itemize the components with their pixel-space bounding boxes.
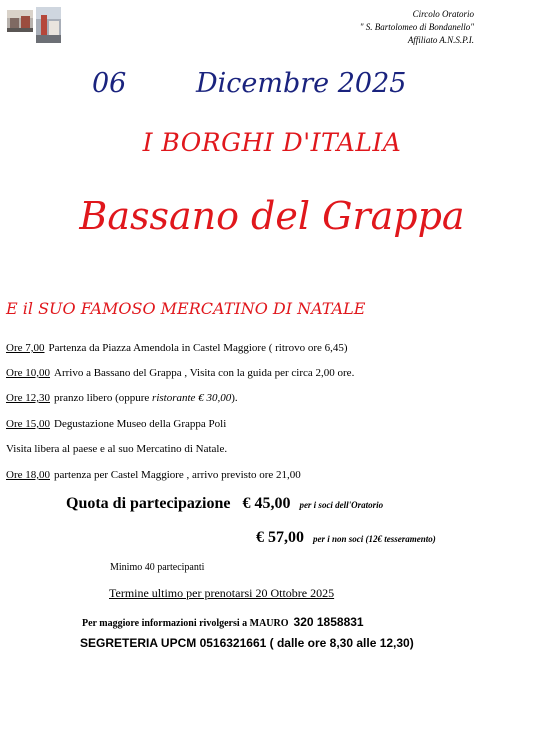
price-nonmembers <box>256 529 436 547</box>
program-text: Visita libera al paese e al suo Mercatino di Natale. <box>6 443 228 455</box>
quota-label: Quota di partecipazione <box>66 495 231 512</box>
org-name: Circolo Oratorio <box>412 9 474 19</box>
program-item <box>6 342 348 354</box>
program-time: Ore 12,30 <box>6 392 50 404</box>
quota-note-nonmembers: per i non soci (12€ tesseramento) <box>313 534 436 544</box>
program-text: Degustazione Museo della Grappa Poli <box>54 418 227 430</box>
program-text: Partenza da Piazza Amendola in Castel Maggiore ( ritrovo ore 6,45) <box>48 342 348 354</box>
event-date <box>0 60 544 104</box>
organization-header <box>294 8 474 47</box>
program-item <box>6 392 238 404</box>
program-item <box>6 367 354 379</box>
contact-text: Per maggiore informazioni rivolgersi a MAURO <box>82 618 289 629</box>
program-item <box>6 469 301 481</box>
event-subtitle: E il SUO FAMOSO MERCATINO DI NATALE <box>6 299 366 318</box>
program-text-end: ). <box>231 392 238 404</box>
date-day: 06 <box>92 68 127 99</box>
program-text-italic: ristorante € 30,00 <box>152 392 232 404</box>
program-time: Ore 10,00 <box>6 367 50 379</box>
org-affiliation: Affiliato A.N.S.P.I. <box>407 35 474 45</box>
quota-note-members: per i soci dell'Oratorio <box>299 500 384 510</box>
price-members <box>66 495 383 513</box>
minimum-participants: Minimo 40 partecipanti <box>110 562 205 573</box>
program-time: Ore 15,00 <box>6 418 50 430</box>
program-time: Ore 18,00 <box>6 469 50 481</box>
segreteria-contact: SEGRETERIA UPCM 0516321661 ( dalle ore 8,30 alle 12,30) <box>80 636 414 650</box>
program-text: pranzo libero (oppure <box>54 392 153 404</box>
program-item <box>6 418 226 430</box>
quota-price-members: € 45,00 <box>242 495 291 512</box>
program-text: Arrivo a Bassano del Grappa , Visita con la guida per circa 2,00 ore. <box>54 367 355 379</box>
logo-image <box>6 6 62 44</box>
destination-city: Bassano del Grappa <box>79 194 465 238</box>
booking-deadline: Termine ultimo per prenotarsi 20 Ottobre 2025 <box>109 586 335 600</box>
org-parish: " S. Bartolomeo di Bondanello" <box>359 22 474 32</box>
event-series-title: I BORGHI D'ITALIA <box>142 128 402 157</box>
program-item <box>6 443 227 455</box>
program-text: partenza per Castel Maggiore , arrivo previsto ore 21,00 <box>54 469 301 481</box>
program-time: Ore 7,00 <box>6 342 45 354</box>
date-month-year: Dicembre 2025 <box>196 68 407 99</box>
contact-info <box>82 615 364 629</box>
quota-price-nonmembers: € 57,00 <box>256 529 304 546</box>
contact-phone: 320 1858831 <box>293 615 364 629</box>
